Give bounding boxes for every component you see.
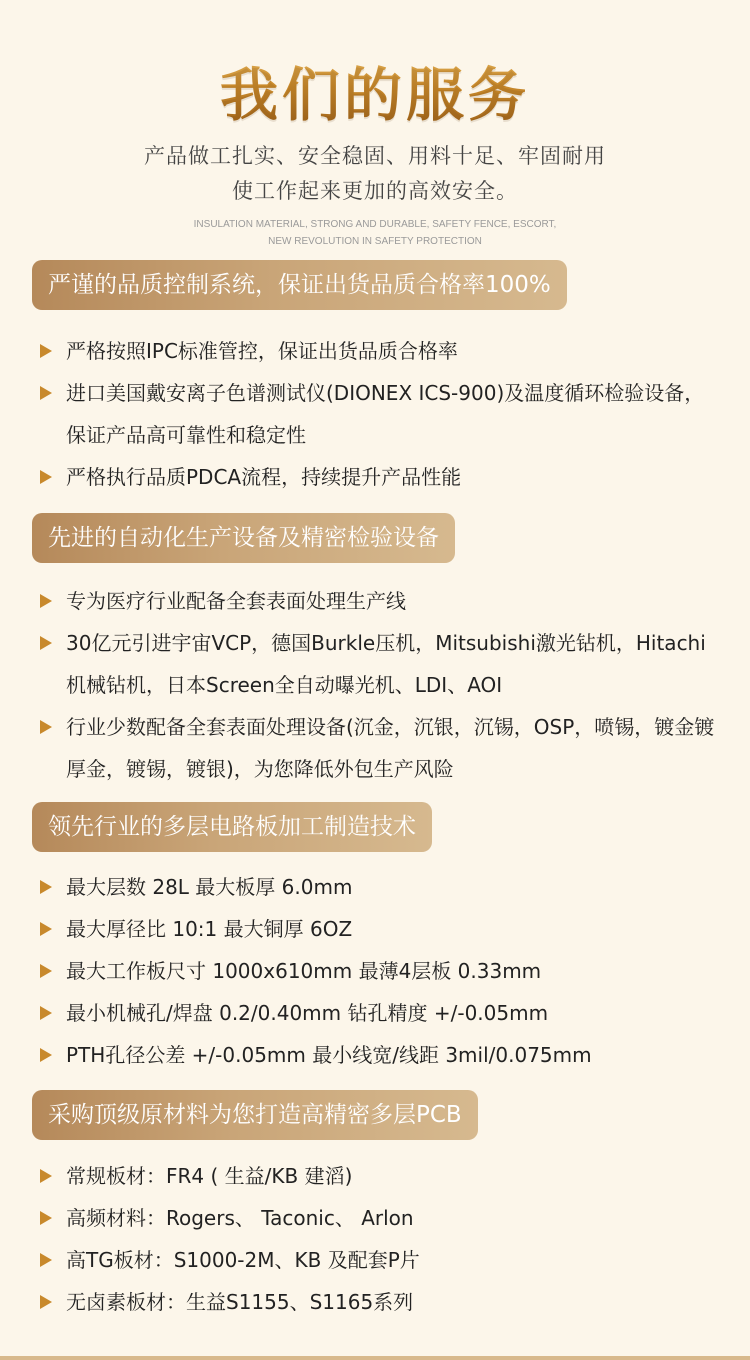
list-item-text: 无卤素板材：生益S1155、S1165系列 <box>66 1290 414 1314</box>
list-item <box>40 330 720 372</box>
triangle-bullet-icon <box>40 470 52 484</box>
triangle-bullet-icon <box>40 964 52 978</box>
triangle-bullet-icon <box>40 386 52 400</box>
list-item <box>40 1281 720 1323</box>
list-item-text: 最大工作板尺寸 1000x610mm 最薄4层板 0.33mm <box>66 959 542 983</box>
list-item <box>40 950 720 992</box>
list-item-text: 严格按照IPC标准管控，保证出货品质合格率 <box>66 339 458 363</box>
triangle-bullet-icon <box>40 922 52 936</box>
list-item <box>40 580 720 622</box>
list-item <box>40 622 720 706</box>
triangle-bullet-icon <box>40 344 52 358</box>
list-item <box>40 908 720 950</box>
section-banner-equipment: 先进的自动化生产设备及精密检验设备 <box>32 513 455 563</box>
section-list-quality <box>40 330 720 498</box>
list-item-text: 高频材料：Rogers、 Taconic、 Arlon <box>66 1206 414 1230</box>
list-item-text: 最小机械孔/焊盘 0.2/0.40mm 钻孔精度 +/-0.05mm <box>66 1001 549 1025</box>
section-list-equipment <box>40 580 720 790</box>
triangle-bullet-icon <box>40 1253 52 1267</box>
list-item-text: 常规板材：FR4 ( 生益/KB 建滔) <box>66 1164 353 1188</box>
section-list-materials <box>40 1155 720 1323</box>
list-item <box>40 1239 720 1281</box>
list-item <box>40 706 720 790</box>
section-banner-materials: 采购顶级原材料为您打造高精密多层PCB <box>32 1090 478 1140</box>
list-item <box>40 456 720 498</box>
list-item-text: 严格执行品质PDCA流程，持续提升产品性能 <box>66 465 462 489</box>
bottom-divider <box>0 1356 750 1360</box>
list-item <box>40 866 720 908</box>
triangle-bullet-icon <box>40 720 52 734</box>
triangle-bullet-icon <box>40 1295 52 1309</box>
list-item-text: 行业少数配备全套表面处理设备(沉金，沉银，沉锡，OSP，喷锡，镀金镀厚金，镀锡，镀银)，为您降低外包生产风险 <box>66 715 715 781</box>
section-banner-technology: 领先行业的多层电路板加工制造技术 <box>32 802 432 852</box>
triangle-bullet-icon <box>40 1006 52 1020</box>
list-item-text: 最大厚径比 10:1 最大铜厚 6OZ <box>66 917 353 941</box>
list-item-text: 进口美国戴安离子色谱测试仪(DIONEX ICS-900)及温度循环检验设备，保证产品高可靠性和稳定性 <box>66 381 705 447</box>
section-banner-quality: 严谨的品质控制系统，保证出货品质合格率100% <box>32 260 567 310</box>
subtitle-line-1: 产品做工扎实、安全稳固、用料十足、牢固耐用 <box>144 144 606 168</box>
list-item <box>40 1197 720 1239</box>
list-item-text: 最大层数 28L 最大板厚 6.0mm <box>66 875 353 899</box>
subtitle-line-2: 使工作起来更加的高效安全。 <box>232 179 518 203</box>
list-item-text: 高TG板材：S1000-2M、KB 及配套P片 <box>66 1248 420 1272</box>
triangle-bullet-icon <box>40 1211 52 1225</box>
english-tagline-2: NEW REVOLUTION IN SAFETY PROTECTION <box>268 236 482 247</box>
list-item <box>40 1034 720 1076</box>
page-title: 我们的服务 <box>0 48 750 132</box>
triangle-bullet-icon <box>40 880 52 894</box>
section-list-technology <box>40 866 720 1076</box>
triangle-bullet-icon <box>40 636 52 650</box>
list-item <box>40 992 720 1034</box>
list-item-text: PTH孔径公差 +/-0.05mm 最小线宽/线距 3mil/0.075mm <box>66 1043 592 1067</box>
list-item-text: 专为医疗行业配备全套表面处理生产线 <box>66 589 406 613</box>
english-tagline-1: INSULATION MATERIAL, STRONG AND DURABLE, SAFETY FENCE, ESCORT, <box>193 219 557 230</box>
list-item-text: 30亿元引进宇宙VCP，德国Burkle压机，Mitsubishi激光钻机，Hitachi机械钻机，日本Screen全自动曝光机、LDI、AOI <box>66 631 706 697</box>
triangle-bullet-icon <box>40 1169 52 1183</box>
list-item <box>40 1155 720 1197</box>
triangle-bullet-icon <box>40 1048 52 1062</box>
list-item <box>40 372 720 456</box>
triangle-bullet-icon <box>40 594 52 608</box>
